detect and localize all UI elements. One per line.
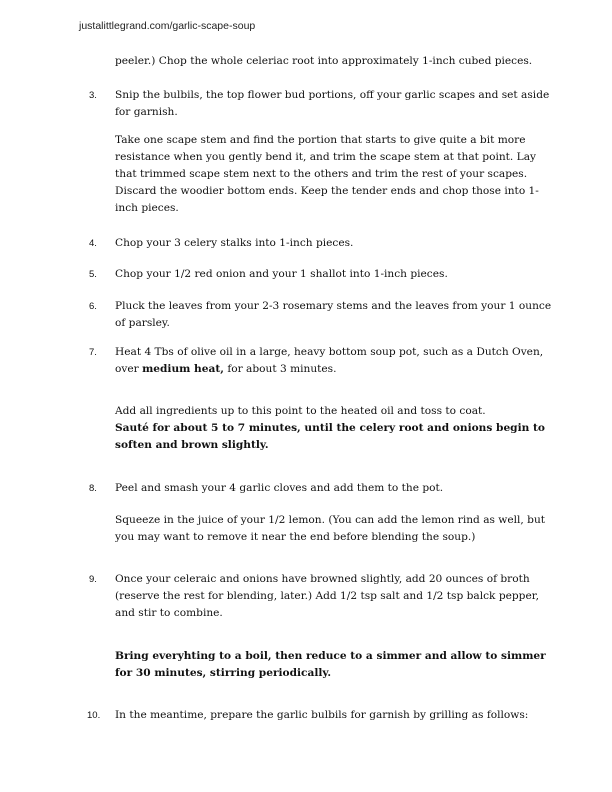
step-2-continuation: peeler.) Chop the whole celeriac root into approximately 1-inch cubed pieces. xyxy=(115,55,533,67)
step-7-saute-emphasis: Sauté for about 5 to 7 minutes, until the celery root and onions begin to soften and brown slightly. xyxy=(115,422,545,451)
step-9-text: Once your celeraic and onions have browned slightly, add 20 ounces of broth (reserve the rest for blending, later.) Add 1/2 tsp salt and 1/2 tsp balck pepper, and stir to combine. xyxy=(115,573,539,619)
step-9-boil-emphasis: Bring everyhting to a boil, then reduce to a simmer and allow to simmer for 30 minutes, stirring periodically. xyxy=(115,650,546,679)
step-10-text: In the meantime, prepare the garlic bulbils for garnish by grilling as follows: xyxy=(115,709,529,721)
step-4-text: Chop your 3 celery stalks into 1-inch pieces. xyxy=(115,237,354,249)
step-number: 6. xyxy=(89,301,97,312)
step-5-text: Chop your 1/2 red onion and your 1 shallot into 1-inch pieces. xyxy=(115,268,448,280)
step-number: 7. xyxy=(89,347,97,358)
step-number: 10. xyxy=(87,710,101,721)
step-number: 3. xyxy=(89,90,97,101)
step-8-detail: Squeeze in the juice of your 1/2 lemon. (You can add the lemon rind as well, but you may want to remove it near the end before blending the soup.) xyxy=(115,514,546,543)
step-7-detail xyxy=(115,403,560,454)
step-number: 8. xyxy=(89,483,97,494)
step-7-text xyxy=(115,344,560,378)
step-8-text: Peel and smash your 4 garlic cloves and add them to the pot. xyxy=(115,482,444,494)
step-3-detail: Take one scape stem and find the portion that starts to give quite a bit more resistance when you gently bend it, and trim the scape stem at that point. Lay that trimmed scape stem next to the others and trim the rest of your scapes. Discard the woodier bottom ends. Keep the tender ends and chop those into 1-inch pieces. xyxy=(115,134,539,214)
step-number: 5. xyxy=(89,269,97,280)
step-3-text: Snip the bulbils, the top flower bud portions, off your garlic scapes and set aside for garnish. xyxy=(115,89,550,118)
step-number: 4. xyxy=(89,238,97,249)
step-7-text-b: for about 3 minutes. xyxy=(223,363,337,375)
step-7-text-a: Heat 4 Tbs of olive oil in a large, heavy bottom soup pot, such as a Dutch Oven, over xyxy=(115,346,544,375)
step-7-heat-emphasis: medium heat, xyxy=(142,363,224,375)
step-number: 9. xyxy=(89,574,97,585)
step-6-text: Pluck the leaves from your 2-3 rosemary stems and the leaves from your 1 ounce of parsley. xyxy=(115,300,552,329)
step-7-detail-text: Add all ingredients up to this point to the heated oil and toss to coat. xyxy=(115,405,486,417)
page-url-header: justalittlegrand.com/garlic-scape-soup xyxy=(79,20,256,32)
